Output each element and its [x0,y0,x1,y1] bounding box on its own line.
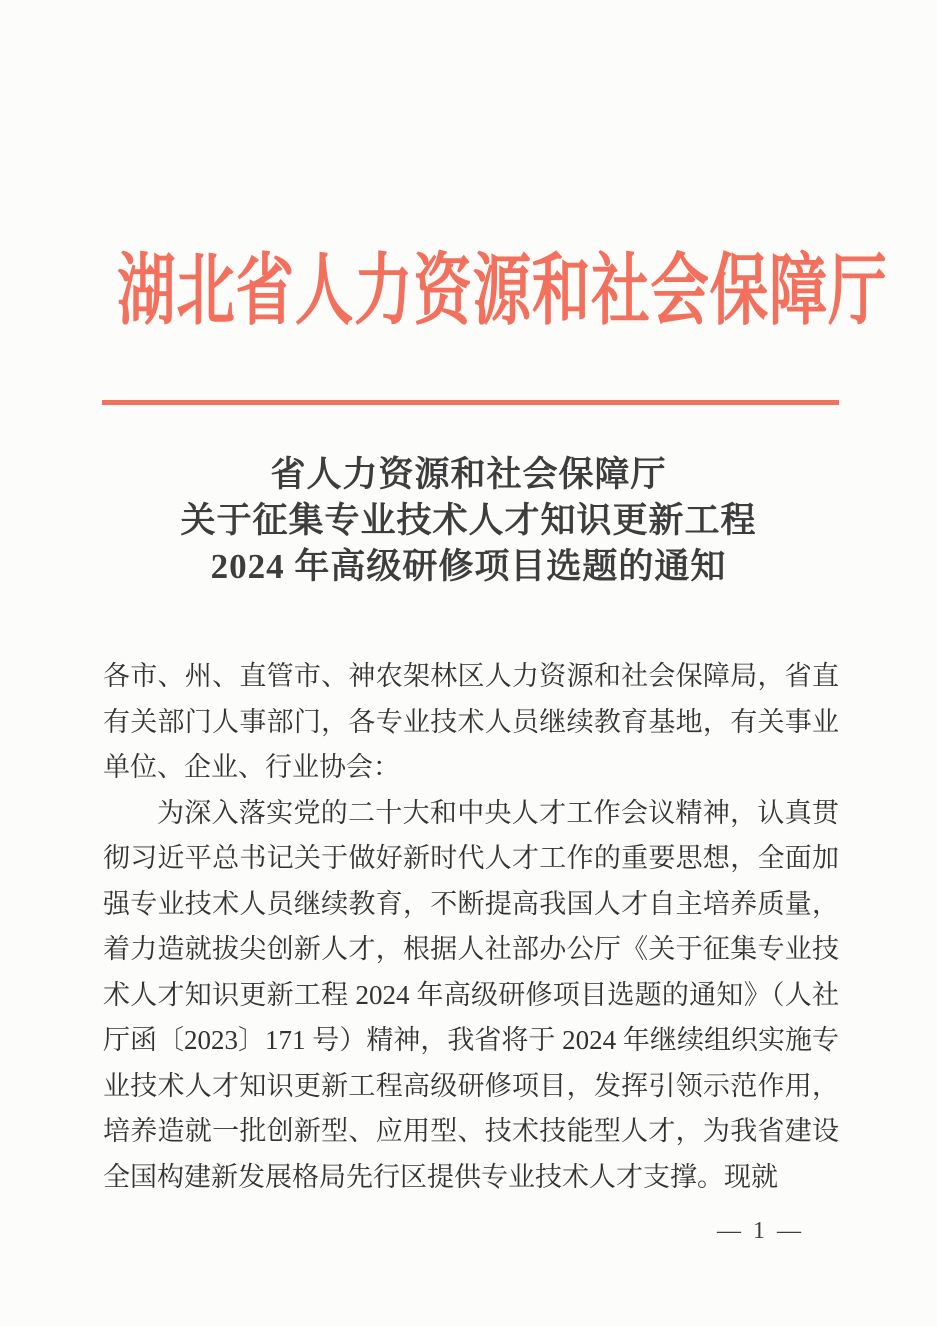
document-title [0,452,937,590]
salutation-paragraph: 各市、州、直管市、神农架林区人力资源和社会保障局，省直有关部门人事部门，各专业技术人员继续教育基地，有关事业单位、企业、行业协会： [103,661,839,782]
body-paragraph: 为深入落实党的二十大和中央人才工作会议精神，认真贯彻习近平总书记关于做好新时代人才工作的重要思想，全面加强专业技术人员继续教育，不断提高我国人才自主培养质量，着力造就拔尖创新人才，根据人社部办公厅《关于征集专业技术人才知识更新工程 2024 年高级研修项目选题的通知》（人社厅函〔2023〕171 号）精神，我省将于 2024 年继续组织实施专业技术人才知识更新工程高级研修项目，发挥引领示范作用，培养造就一批创新型、应用型、技术技能型人才，为我省建设全国构建新发展格局先行区提供专业技术人才支撑。现就 [103,797,839,1192]
agency-letterhead: 湖北省人力资源和社会保障厅 [117,247,888,334]
document-body [103,654,839,1200]
document-title-line-3: 2024 年高级研修项目选题的通知 [210,547,727,586]
document-title-line-2: 关于征集专业技术人才知识更新工程 [180,501,757,540]
red-divider-rule [102,400,839,405]
document-title-line-1: 省人力资源和社会保障厅 [270,455,667,494]
page-number: — 1 — [717,1218,804,1244]
